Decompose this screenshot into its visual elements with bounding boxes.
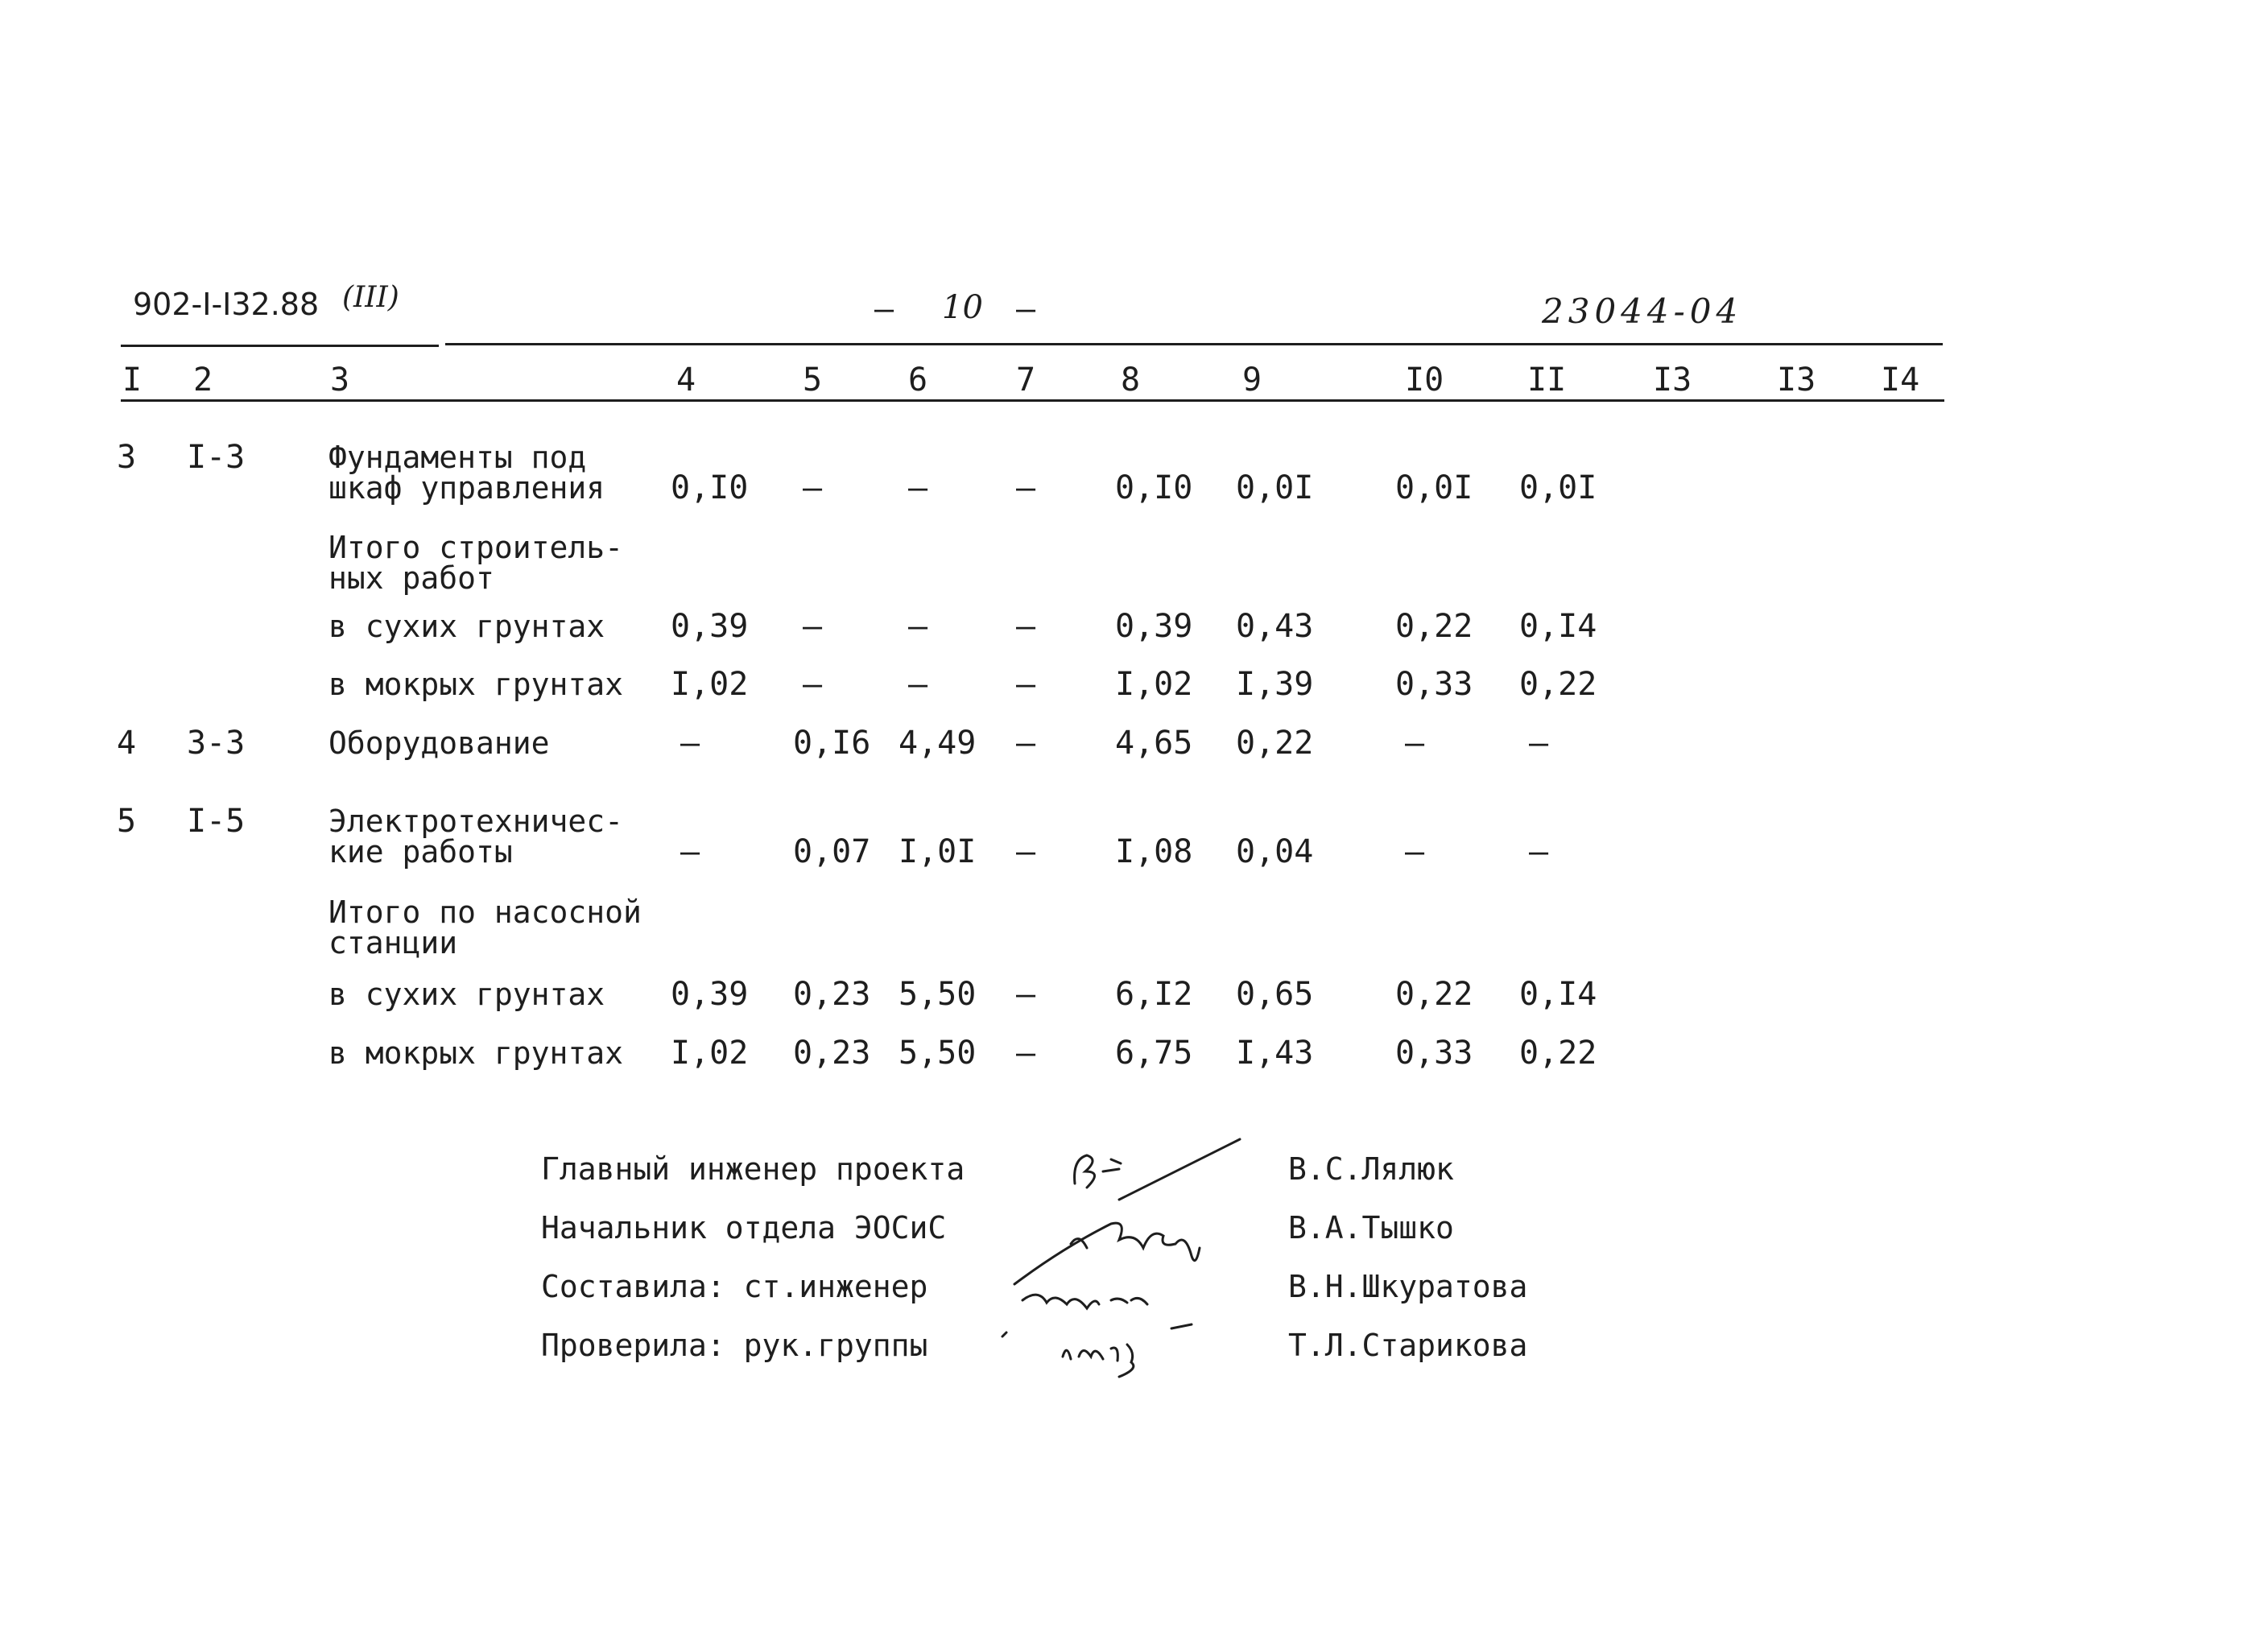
cell-value: 0,33 (1395, 1035, 1473, 1072)
cell-value: 0,I0 (671, 469, 749, 506)
cell-value: – (1016, 1035, 1036, 1072)
signature-name: В.А.Тышко (1288, 1210, 1454, 1246)
cell-value: 5,50 (899, 1035, 977, 1072)
cell-value: 0,23 (793, 976, 871, 1013)
cell-value: – (680, 833, 700, 870)
signature-role: Начальник отдела ЭОСиС (541, 1210, 947, 1246)
page-dash-left: – (874, 291, 894, 328)
cell-value: 6,75 (1115, 1035, 1193, 1072)
row-code: I-3 (187, 439, 246, 476)
cell-value: – (908, 469, 928, 506)
cell-value: 0,I6 (793, 725, 871, 762)
column-number: I3 (1777, 361, 1816, 399)
signature-role: Главный инженер проекта (541, 1151, 965, 1187)
header-underline-left (121, 345, 439, 347)
column-number: 8 (1121, 361, 1141, 399)
cell-value: 0,0I (1519, 469, 1597, 506)
cell-value: 0,39 (671, 608, 749, 645)
table-top-rule (445, 343, 1943, 345)
row-number: 5 (117, 803, 137, 840)
cell-value: – (1016, 666, 1036, 703)
cell-value: I,02 (1115, 666, 1193, 703)
row-name: Итого строитель- (328, 530, 624, 565)
row-name: кие работы (328, 834, 513, 870)
cell-value: – (1529, 833, 1549, 870)
column-number: I (122, 361, 143, 399)
column-number: 7 (1016, 361, 1036, 399)
row-name: в мокрых грунтах (328, 1035, 624, 1071)
row-name: Электротехничес- (328, 804, 624, 839)
cell-value: – (908, 666, 928, 703)
cell-value: I,08 (1115, 833, 1193, 870)
cell-value: – (908, 608, 928, 645)
cell-value: I,02 (671, 1035, 749, 1072)
inventory-number: 23044-04 (1542, 291, 1743, 331)
column-number: 3 (330, 361, 350, 399)
row-name: в сухих грунтах (328, 977, 605, 1012)
cell-value: 0,0I (1395, 469, 1473, 506)
cell-value: 0,22 (1519, 1035, 1597, 1072)
row-name: ных работ (328, 560, 494, 596)
cell-value: 6,I2 (1115, 976, 1193, 1013)
signature-name: В.Н.Шкуратова (1288, 1269, 1528, 1304)
cell-value: – (803, 469, 823, 506)
signature-name: В.С.Лялюк (1288, 1151, 1454, 1187)
signature-role: Составила: ст.инженер (541, 1269, 928, 1304)
cell-value: 0,I4 (1519, 976, 1597, 1013)
row-name: шкаф управления (328, 470, 605, 506)
cell-value: 4,49 (899, 725, 977, 762)
row-name: в сухих грунтах (328, 609, 605, 644)
signature-name: Т.Л.Старикова (1288, 1328, 1528, 1363)
column-number: 5 (803, 361, 823, 399)
cell-value: 0,22 (1519, 666, 1597, 703)
cell-value: 0,0I (1236, 469, 1314, 506)
cell-value: – (1016, 725, 1036, 762)
cell-value: 0,39 (1115, 608, 1193, 645)
cell-value: – (1016, 976, 1036, 1013)
cell-value: 0,07 (793, 833, 871, 870)
row-name: станции (328, 925, 458, 961)
cell-value: 0,22 (1395, 608, 1473, 645)
cell-value: I,02 (671, 666, 749, 703)
row-name: Оборудование (328, 725, 550, 761)
cell-value: – (803, 666, 823, 703)
cell-value: 4,65 (1115, 725, 1193, 762)
cell-value: – (1016, 608, 1036, 645)
column-number: II (1527, 361, 1567, 399)
column-number: 6 (908, 361, 928, 399)
handwritten-signatures-graphic (998, 1127, 1264, 1393)
cell-value: I,43 (1236, 1035, 1314, 1072)
row-code: I-5 (187, 803, 246, 840)
column-number: I4 (1881, 361, 1920, 399)
cell-value: 0,I0 (1115, 469, 1193, 506)
cell-value: 0,43 (1236, 608, 1314, 645)
cell-value: – (803, 608, 823, 645)
cell-value: – (680, 725, 700, 762)
cell-value: 0,22 (1236, 725, 1314, 762)
cell-value: 0,33 (1395, 666, 1473, 703)
document-code-suffix: (III) (342, 281, 399, 314)
row-number: 4 (117, 725, 137, 762)
cell-value: 5,50 (899, 976, 977, 1013)
page-number: 10 (942, 289, 983, 326)
document-code: 902-I-I32.88 (133, 287, 320, 322)
row-number: 3 (117, 439, 137, 476)
cell-value: – (1529, 725, 1549, 762)
column-number: I3 (1653, 361, 1692, 399)
cell-value: 0,22 (1395, 976, 1473, 1013)
cell-value: 0,23 (793, 1035, 871, 1072)
cell-value: – (1405, 725, 1425, 762)
row-name: в мокрых грунтах (328, 667, 624, 702)
cell-value: 0,39 (671, 976, 749, 1013)
cell-value: I,39 (1236, 666, 1314, 703)
cell-value: – (1405, 833, 1425, 870)
row-name: Фундаменты под (328, 440, 587, 475)
column-number: I0 (1405, 361, 1444, 399)
row-name: Итого по насосной (328, 894, 642, 930)
column-number: 2 (193, 361, 213, 399)
row-code: 3-3 (187, 725, 246, 762)
cell-value: – (1016, 469, 1036, 506)
cell-value: 0,65 (1236, 976, 1314, 1013)
cell-value: I,0I (899, 833, 977, 870)
cell-value: 0,04 (1236, 833, 1314, 870)
cell-value: – (1016, 833, 1036, 870)
column-number: 9 (1242, 361, 1262, 399)
column-number: 4 (676, 361, 696, 399)
cell-value: 0,I4 (1519, 608, 1597, 645)
page-dash-right: – (1016, 291, 1036, 328)
column-header-rule (121, 399, 1944, 402)
signature-role: Проверила: рук.группы (541, 1328, 928, 1363)
